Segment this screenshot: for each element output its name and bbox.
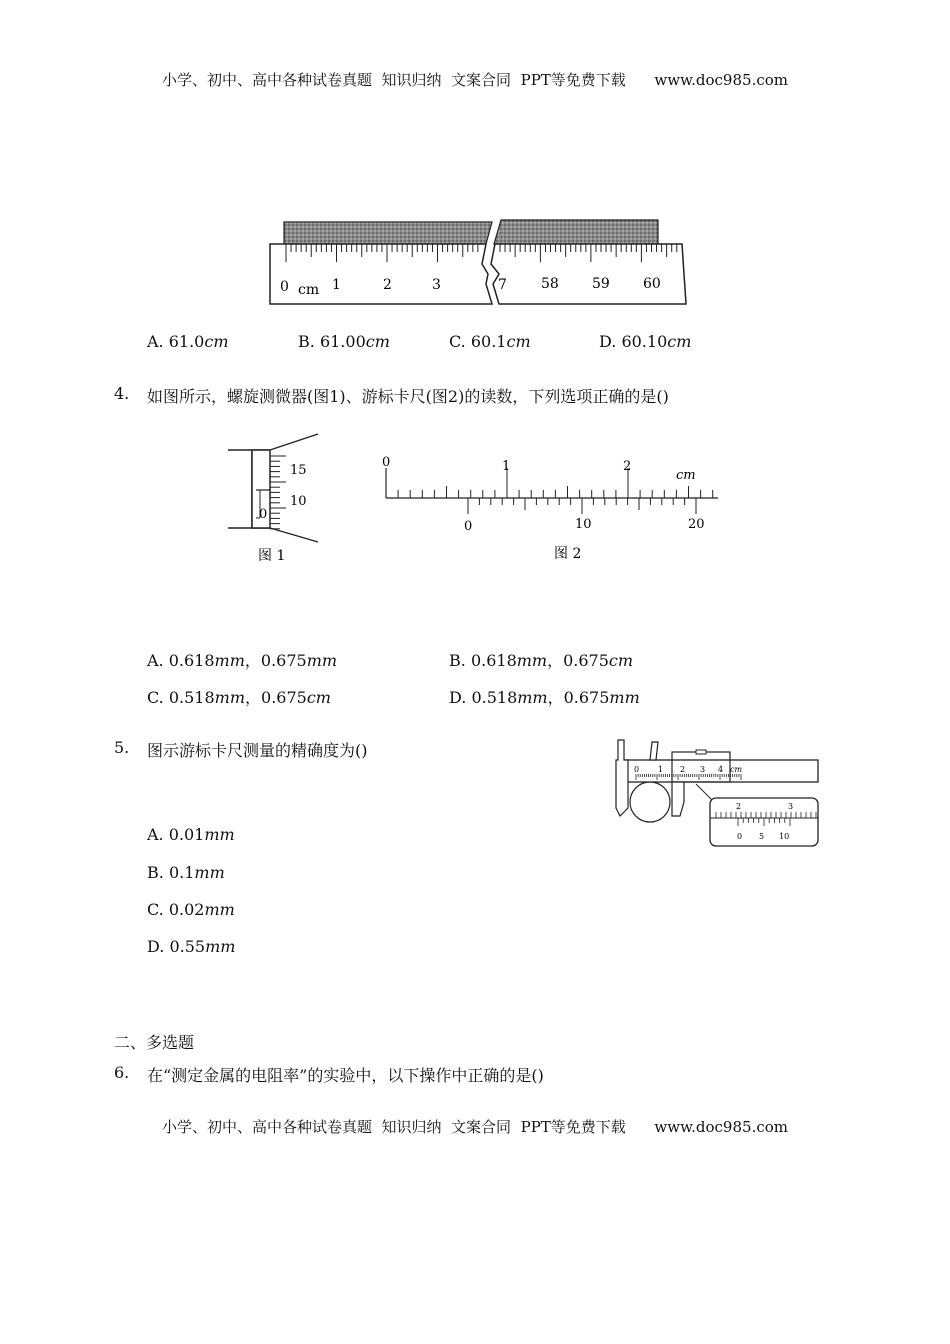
micrometer-label-0: 0 [259,507,268,522]
micrometer-label-15: 15 [290,463,307,478]
rod-left [284,222,492,244]
ruler-label-0: 0 [280,279,289,295]
q5-stem: 图示游标卡尺测量的精确度为() [147,741,368,760]
caliper-label-2: 2 [680,765,686,774]
q6-number: 6. [114,1063,130,1082]
figure-1-caption: 图 1 [258,548,286,564]
q3-option-c[interactable]: C. 60.1cm [449,332,531,351]
q4-option-d[interactable]: D. 0.518mm，0.675mm [449,688,640,707]
q4-option-a[interactable]: A. 0.618mm，0.675mm [147,651,338,670]
ruler-label-2: 2 [383,277,392,293]
ruler-label-3: 3 [432,277,441,293]
q4-stem: 如图所示，螺旋测微器(图1)、游标卡尺(图2)的读数，下列选项正确的是() [147,387,669,406]
vernier-scale-label-0: 0 [464,519,473,534]
ruler-label-60: 60 [643,276,661,292]
ruler-figure [268,216,690,310]
caliper-figure [612,738,822,848]
zoom-vernier-label-5: 5 [759,832,765,841]
q5-option-a[interactable]: A. 0.01mm [147,825,235,844]
q3-option-d[interactable]: D. 60.10cm [599,332,692,351]
caliper-label-1: 1 [658,765,664,774]
q6-stem: 在“测定金属的电阻率”的实验中，以下操作中正确的是() [147,1066,544,1085]
q4-option-b[interactable]: B. 0.618mm，0.675cm [449,651,634,670]
micrometer-figure [226,432,326,568]
q5-option-b[interactable]: B. 0.1mm [147,863,225,882]
q3-option-b[interactable]: B. 61.00cm [298,332,390,351]
caliper-label-4: 4 [718,765,724,774]
ruler-label-unit: cm [298,282,320,298]
ruler-label-7: 7 [498,277,507,293]
vernier-main-label-1: 1 [502,459,511,474]
zoom-main-label-2: 2 [736,802,742,811]
ruler-label-58: 58 [541,276,559,292]
q5-number: 5. [114,738,130,757]
rod-right [494,220,658,244]
page-footer: 小学、初中、高中各种试卷真题 知识归纳 文案合同 PPT等免费下载 www.doc985.com [161,1118,788,1136]
figure-2-caption: 图 2 [554,546,582,562]
zoom-vernier-label-10: 10 [779,832,790,841]
q3-option-a[interactable]: A. 61.0cm [147,332,229,351]
zoom-main-label-3: 3 [788,802,794,811]
vernier-scale-label-20: 20 [688,517,705,532]
vernier-figure [376,452,722,564]
vernier-main-label-0: 0 [382,455,391,470]
q4-number: 4. [114,384,130,403]
page-header: 小学、初中、高中各种试卷真题 知识归纳 文案合同 PPT等免费下载 www.doc985.com [161,71,788,89]
micrometer-label-10: 10 [290,494,307,509]
ruler-label-59: 59 [592,276,610,292]
section-title: 二、多选题 [114,1033,195,1052]
caliper-label-0: 0 [634,765,640,774]
q5-option-c[interactable]: C. 0.02mm [147,900,235,919]
q4-option-c[interactable]: C. 0.518mm，0.675cm [147,688,331,707]
caliper-label-3: 3 [700,765,706,774]
vernier-scale-label-10: 10 [575,517,592,532]
ruler-right [491,244,686,304]
q5-option-d[interactable]: D. 0.55mm [147,937,236,956]
zoom-vernier-label-0: 0 [737,832,743,841]
vernier-main-label-2: 2 [623,459,632,474]
vernier-unit-label: cm [676,468,696,483]
caliper-unit-label: cm [730,765,743,774]
ruler-label-1: 1 [332,277,341,293]
